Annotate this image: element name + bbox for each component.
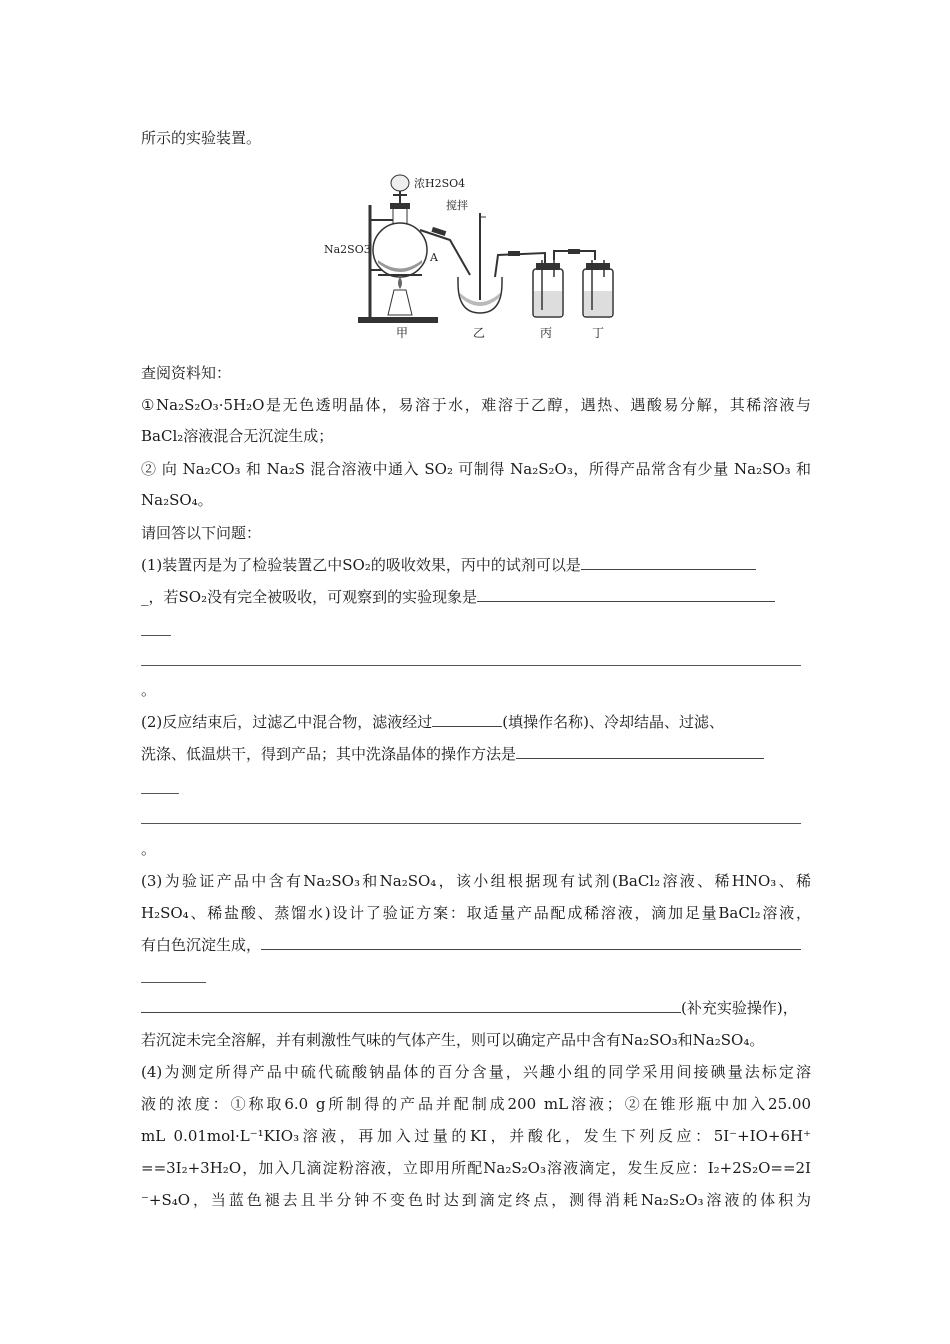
question-2-line-1 [141,711,811,733]
question-2-text-b: 洗涤、低温烘干，得到产品；其中洗涤晶体的操作方法是 [141,745,517,763]
question-2-text-a2: (填操作名称)、冷却结晶、过滤、 [502,713,724,731]
question-3-line-4 [141,997,811,1019]
label-acid: 浓H2SO4 [414,177,466,190]
question-1-line-2 [141,586,811,608]
question-1-line-1 [141,554,811,576]
question-1-text-a: (1)装置丙是为了检验装置乙中SO₂的吸收效果，丙中的试剂可以是 [141,556,581,574]
question-3-text-d: (补充实验操作)， [681,999,798,1017]
answer-blank-q2-operation[interactable] [432,712,502,727]
separatory-funnel [391,175,409,191]
question-2-line-2 [141,743,811,765]
answer-blank-q3-cont[interactable] [141,982,206,983]
info-item-2a: ② 向 Na₂CO₃ 和 Na₂S 混合溶液中通入 SO₂ 可制得 Na₂S₂O₃，所得产品常含有少量 Na₂SO₃ 和 [141,460,811,478]
question-1-text-b: _，若SO₂没有完全被吸收，可观察到的实验现象是 [141,588,478,606]
info-item-2b: Na₂SO₄。 [141,491,213,509]
label-yi: 乙 [473,326,486,340]
question-3-line-3 [141,934,811,956]
info-item-1b: BaCl₂溶液混合无沉淀生成； [141,427,334,445]
answer-blank-q3-line[interactable] [141,998,681,1013]
stand-base [358,317,438,323]
info-item-1a: ①Na₂S₂O₃·5H₂O是无色透明晶体，易溶于水，难溶于乙醇，遇热、遇酸易分解，其稀溶液与 [141,396,811,414]
question-3-line-1: (3)为验证产品中含有Na₂SO₃和Na₂SO₄，该小组根据现有试剂(BaCl₂溶液、稀HNO₃、稀 [141,872,811,890]
answer-blank-q2-cont[interactable] [141,793,179,794]
question-2-end: 。 [141,840,157,858]
label-bing: 丙 [540,326,553,340]
question-2-text-a: (2)反应结束后，过滤乙中混合物，滤液经过 [141,713,433,731]
label-stir: 搅拌 [446,199,468,212]
experiment-apparatus-diagram [320,165,630,345]
question-4-line-5: ⁻+S₄O，当蓝色褪去且半分钟不变色时达到滴定终点，测得消耗Na₂S₂O₃溶液的体积为 [141,1191,811,1209]
label-jia: 甲 [396,326,409,340]
question-4-line-3: mL 0.01mol·L⁻¹KIO₃溶液，再加入过量的KI，并酸化，发生下列反应：5I⁻+IO+6H⁺ [141,1127,811,1145]
question-4-line-1: (4)为测定所得产品中硫代硫酸钠晶体的百分含量，兴趣小组的同学采用间接碘量法标定溶 [141,1063,811,1081]
question-4-line-2: 液的浓度：①称取6.0 g所制得的产品并配制成200 mL溶液；②在锥形瓶中加入25.00 [141,1095,811,1113]
alcohol-lamp [388,290,412,315]
answer-blank-q1-phenomenon[interactable] [477,587,775,602]
question-1-end: 。 [141,681,157,699]
answer-blank-q1-reagent[interactable] [581,555,756,570]
answer-blank-q2-line[interactable] [141,823,801,824]
label-ding: 丁 [592,326,605,340]
answer-blank-q1-cont[interactable] [141,635,171,636]
info-heading: 查阅资料知： [141,364,232,382]
answer-blank-q1-line[interactable] [141,665,801,666]
question-3-line-5: 若沉淀未完全溶解，并有刺激性气味的气体产生，则可以确定产品中含有Na₂SO₃和Na₂SO₄。 [141,1031,765,1049]
answer-blank-q3-operation[interactable] [261,935,801,950]
questions-heading: 请回答以下问题： [141,524,262,542]
question-3-line-2: H₂SO₄、稀盐酸、蒸馏水)设计了验证方案：取适量产品配成稀溶液，滴加足量BaCl₂溶液， [141,904,811,922]
intro-text: 所示的实验装置。 [141,129,262,147]
label-point-a: A [430,251,438,264]
answer-blank-q2-wash[interactable] [516,744,764,759]
label-reagent: Na2SO3 [324,243,371,256]
question-3-text-c: 有白色沉淀生成， [141,936,262,954]
question-4-line-4: ==3I₂+3H₂O，加入几滴淀粉溶液，立即用所配Na₂S₂O₃溶液滴定，发生反应：I₂+2S₂O==2I [141,1159,811,1177]
